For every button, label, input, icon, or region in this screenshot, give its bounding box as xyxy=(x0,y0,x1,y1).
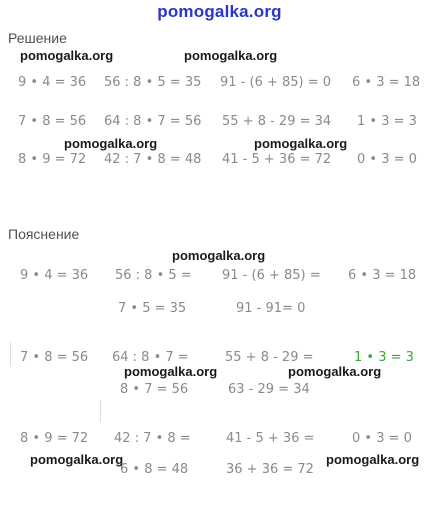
watermark: pomogalka.org xyxy=(184,48,278,63)
watermark: pomogalka.org xyxy=(172,248,266,263)
explanation-step: 6 • 8 = 48 xyxy=(120,462,189,477)
solution-expr: 64 : 8 • 7 = 56 xyxy=(104,114,202,129)
watermark: pomogalka.org xyxy=(124,364,218,379)
solution-expr: 55 + 8 - 29 = 34 xyxy=(222,114,332,129)
solution-expr: 1 • 3 = 3 xyxy=(357,114,417,129)
watermark: pomogalka.org xyxy=(326,452,420,467)
watermark: pomogalka.org xyxy=(288,364,382,379)
explanation-expr: 6 • 3 = 18 xyxy=(348,268,417,283)
solution-expr: 9 • 4 = 36 xyxy=(18,75,87,90)
solution-expr: 41 - 5 + 36 = 72 xyxy=(222,152,332,167)
divider xyxy=(100,400,101,422)
explanation-expr: 64 : 8 • 7 = xyxy=(112,350,189,365)
explanation-expr: 42 : 7 • 8 = xyxy=(114,431,191,446)
explanation-expr: 8 • 9 = 72 xyxy=(20,431,89,446)
explanation-expr: 7 • 8 = 56 xyxy=(20,350,89,365)
watermark: pomogalka.org xyxy=(254,136,348,151)
explanation-expr: 56 : 8 • 5 = xyxy=(115,268,192,283)
solution-expr: 8 • 9 = 72 xyxy=(18,152,87,167)
explanation-step: 63 - 29 = 34 xyxy=(228,382,310,397)
explanation-expr: 9 • 4 = 36 xyxy=(20,268,89,283)
watermark: pomogalka.org xyxy=(30,452,124,467)
explanation-step: 8 • 7 = 56 xyxy=(120,382,189,397)
watermark: pomogalka.org xyxy=(20,48,114,63)
explanation-expr: 41 - 5 + 36 = xyxy=(226,431,315,446)
explanation-title: Пояснение xyxy=(8,226,80,242)
explanation-expr: 0 • 3 = 0 xyxy=(352,431,412,446)
site-header: pomogalka.org xyxy=(157,2,282,21)
watermark: pomogalka.org xyxy=(64,136,158,151)
explanation-step: 7 • 5 = 35 xyxy=(118,301,187,316)
solution-expr: 6 • 3 = 18 xyxy=(352,75,421,90)
explanation-expr: 55 + 8 - 29 = xyxy=(225,350,314,365)
explanation-step: 91 - 91= 0 xyxy=(236,301,306,316)
solution-title: Решение xyxy=(8,30,67,46)
solution-expr: 56 : 8 • 5 = 35 xyxy=(104,75,202,90)
explanation-expr: 1 • 3 = 3 xyxy=(354,350,414,365)
solution-expr: 91 - (6 + 85) = 0 xyxy=(220,75,332,90)
solution-expr: 7 • 8 = 56 xyxy=(18,114,87,129)
divider xyxy=(10,342,11,366)
explanation-step: 36 + 36 = 72 xyxy=(226,462,314,477)
solution-expr: 0 • 3 = 0 xyxy=(357,152,417,167)
solution-expr: 42 : 7 • 8 = 48 xyxy=(104,152,202,167)
explanation-expr: 91 - (6 + 85) = xyxy=(222,268,321,283)
